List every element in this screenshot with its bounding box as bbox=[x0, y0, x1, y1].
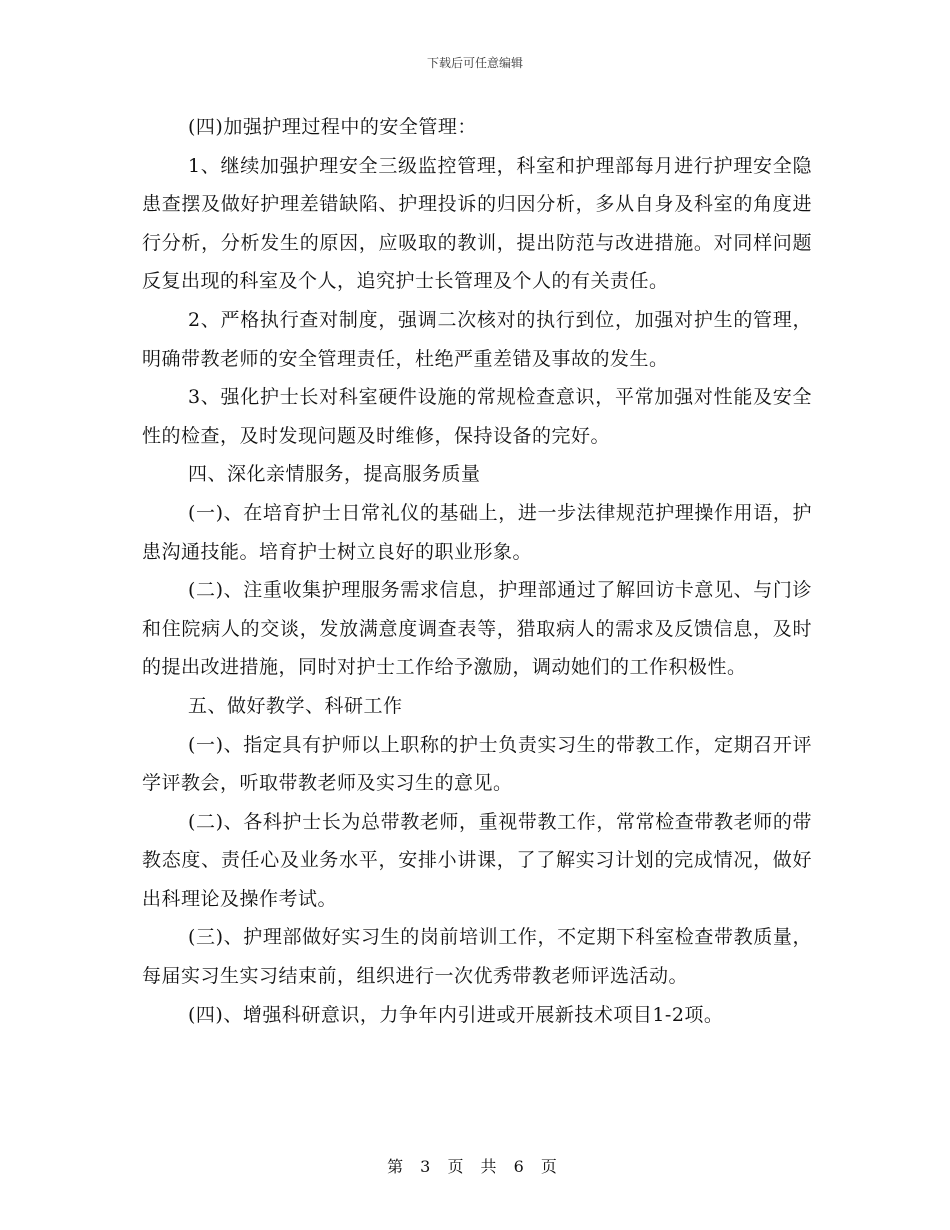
paragraph-service-1: (一)、在培育护士日常礼仪的基础上，进一步法律规范护理操作用语，护患沟通技能。培育护士树立良好的职业形象。 bbox=[142, 501, 812, 563]
page-header: 下载后可任意编辑 bbox=[426, 56, 523, 70]
document-body bbox=[142, 108, 812, 1034]
paragraph-item-2: 2、严格执行查对制度，强调二次核对的执行到位，加强对护生的管理，明确带教老师的安全管理责任，杜绝严重差错及事故的发生。 bbox=[142, 308, 812, 370]
paragraph-service-2: (二)、注重收集护理服务需求信息，护理部通过了解回访卡意见、与门诊和住院病人的交谈，发放满意度调查表等，猎取病人的需求及反馈信息，及时的提出改进措施，同时对护士工作给予激励，调动她们的工作积极性。 bbox=[142, 579, 812, 679]
paragraph-item-1: 1、继续加强护理安全三级监控管理，科室和护理部每月进行护理安全隐患查摆及做好护理差错缺陷、护理投诉的归因分析，多从自身及科室的角度进行分析，分析发生的原因，应吸取的教训，提出防范与改进措施。对同样问题反复出现的科室及个人，追究护士长管理及个人的有关责任。 bbox=[142, 154, 812, 293]
section-heading-teaching: 五、做好教学、科研工作 bbox=[188, 694, 403, 717]
paragraph-teaching-1: (一)、指定具有护师以上职称的护士负责实习生的带教工作，定期召开评学评教会，听取带教老师及实习生的意见。 bbox=[142, 733, 812, 795]
subsection-heading-safety: (四)加强护理过程中的安全管理： bbox=[188, 116, 477, 138]
page-number: 第 3 页 共 6 页 bbox=[387, 1157, 563, 1176]
paragraph-teaching-4: (四)、增强科研意识，力争年内引进或开展新技术项目1-2项。 bbox=[188, 1003, 724, 1026]
paragraph-teaching-3: (三)、护理部做好实习生的岗前培训工作，不定期下科室检查带教质量，每届实习生实习结束前，组织进行一次优秀带教老师评选活动。 bbox=[142, 926, 812, 988]
paragraph-item-3: 3、强化护士长对科室硬件设施的常规检查意识，平常加强对性能及安全性的检查，及时发现问题及时维修，保持设备的完好。 bbox=[142, 386, 812, 447]
section-heading-service: 四、深化亲情服务，提高服务质量 bbox=[188, 463, 481, 486]
paragraph-teaching-2: (二)、各科护士长为总带教老师，重视带教工作，常常检查带教老师的带教态度、责任心及业务水平，安排小讲课，了了解实习计划的完成情况，做好出科理论及操作考试。 bbox=[142, 810, 812, 910]
